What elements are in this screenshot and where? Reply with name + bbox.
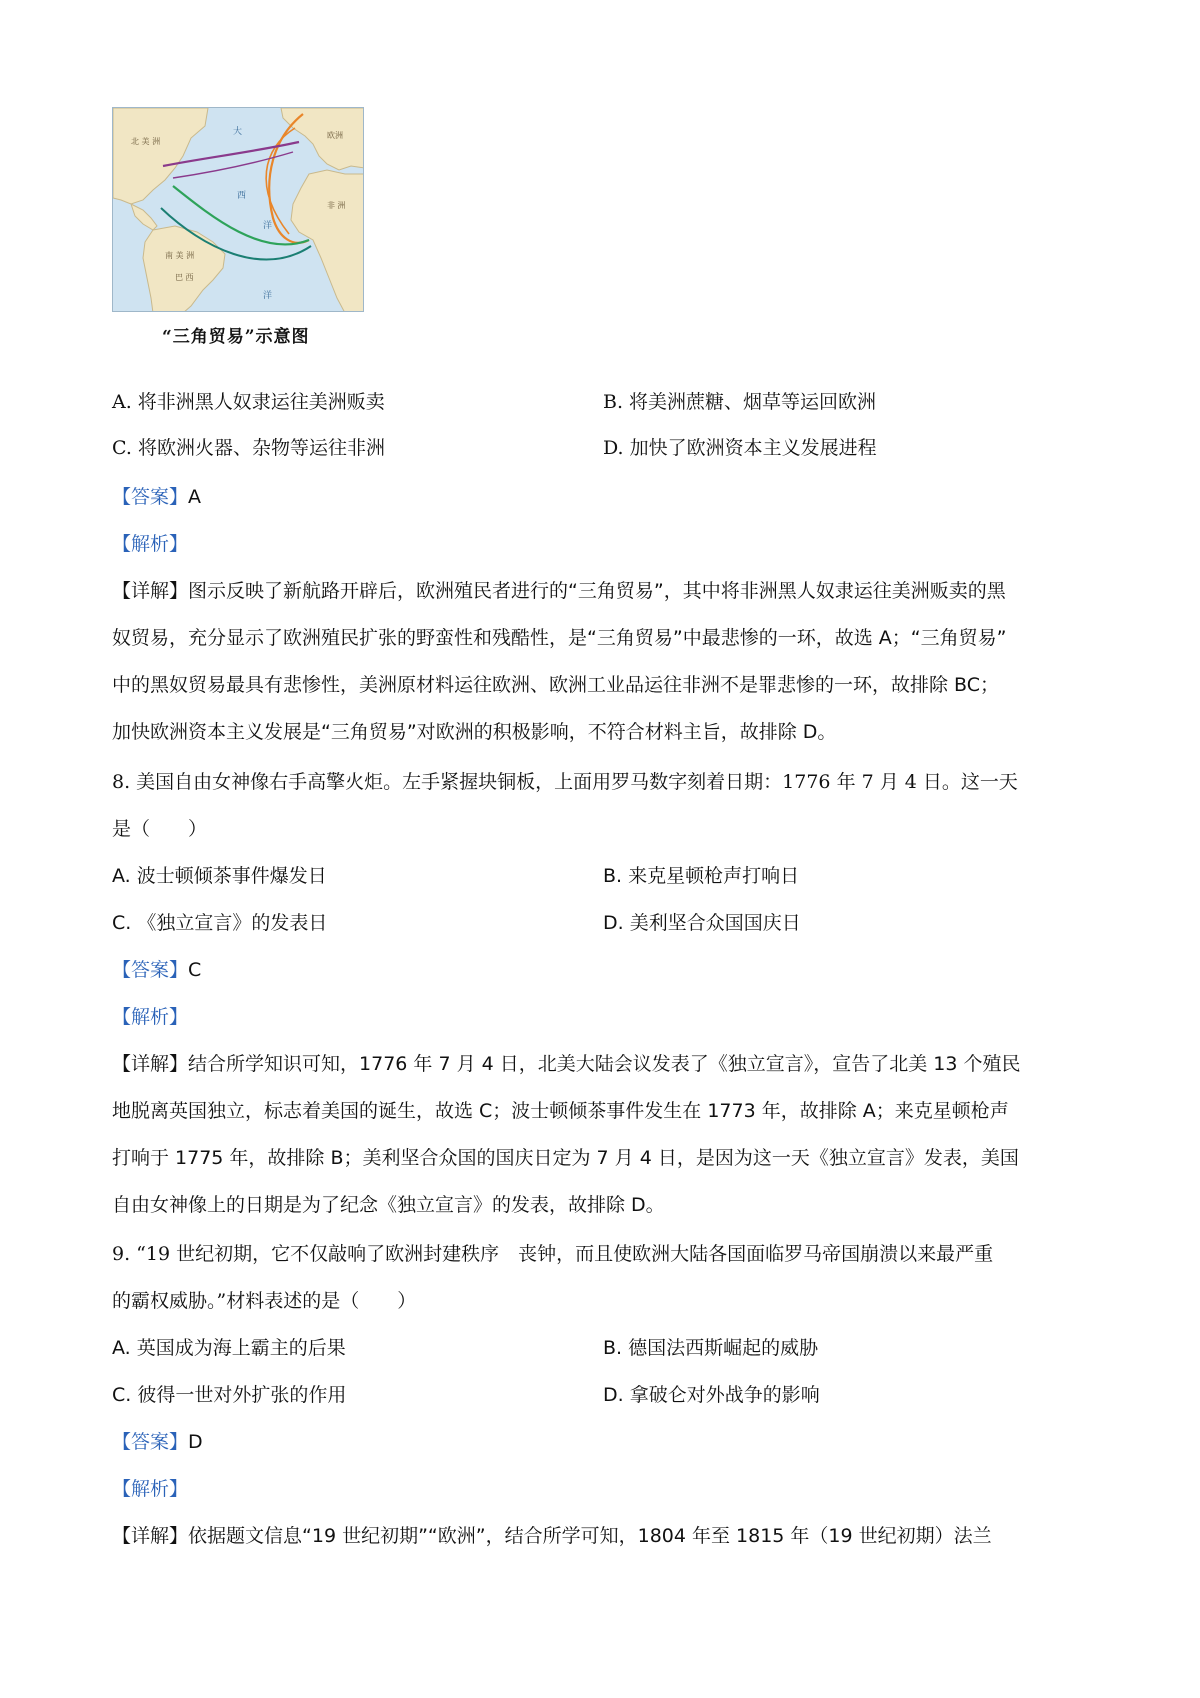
label-europe: 欧洲 (327, 131, 343, 140)
label-brazil: 巴 西 (175, 273, 194, 282)
q9-detail (112, 1513, 1098, 1560)
q7-detail-line-1: 【详解】图示反映了新航路开辟后，欧洲殖民者进行的“三角贸易”，其中将非洲黑人奴隶运往美洲贩卖的黑 (112, 580, 1006, 602)
q8-detail-line-4: 自由女神像上的日期是为了纪念《独立宣言》的发表，故排除 D。 (112, 1194, 665, 1216)
q7-option-d: D. 加快了欧洲资本主义发展进程 (603, 437, 877, 459)
q8-answer-line (112, 958, 201, 982)
q9-stem-line-1: 9. “19 世纪初期，它不仅敲响了欧洲封建秩序 丧钟，而且使欧洲大陆各国面临罗马帝国崩溃以来最严重 (112, 1243, 994, 1265)
q8-option-d: D. 美利坚合众国国庆日 (603, 912, 801, 934)
q7-detail-line-2: 奴贸易，充分显示了欧洲殖民扩张的野蛮性和残酷性，是“三角贸易”中最悲惨的一环，故选 A；“三角贸易” (112, 627, 1007, 649)
label-atlantic-1: 大 (233, 127, 243, 137)
q9-answer-tag: 【答案】 (112, 1431, 189, 1453)
q7-option-c: C. 将欧洲火器、杂物等运往非洲 (112, 437, 385, 459)
q8-stem-line-1: 8. 美国自由女神像右手高擎火炬。左手紧握块铜板，上面用罗马数字刻着日期：1776 年 7 月 4 日。这一天 (112, 771, 1018, 793)
label-south-america: 南 美 洲 (165, 251, 195, 260)
q8-option-a: A. 波士顿倾茶事件爆发日 (112, 865, 327, 887)
q9-detail-line-1: 【详解】依据题文信息“19 世纪初期”“欧洲”，结合所学可知，1804 年至 1815 年（19 世纪初期）法兰 (112, 1525, 992, 1547)
q7-option-a: A. 将非洲黑人奴隶运往美洲贩卖 (112, 391, 385, 413)
q9-answer-value: D (188, 1431, 203, 1453)
q7-detail (112, 568, 1098, 756)
q7-answer-line (112, 485, 201, 509)
q8-option-b: B. 来克星顿枪声打响日 (603, 865, 800, 887)
q9-analysis-tag: 【解析】 (112, 1478, 189, 1500)
q7-answer-tag: 【答案】 (112, 486, 189, 508)
q8-option-c: C. 《独立宣言》的发表日 (112, 912, 328, 934)
label-north-america: 北 美 洲 (131, 137, 161, 146)
q9-option-a: A. 英国成为海上霸主的后果 (112, 1337, 346, 1359)
label-atlantic-2: 西 (237, 191, 247, 201)
q7-analysis-tag: 【解析】 (112, 533, 189, 555)
q8-detail-line-3: 打响于 1775 年，故排除 B；美利坚合众国的国庆日定为 7 月 4 日，是因为这一天《独立宣言》发表，美国 (112, 1147, 1019, 1169)
q8-answer-value: C (188, 959, 202, 981)
q7-detail-line-3: 中的黑奴贸易最具有悲惨性，美洲原材料运往欧洲、欧洲工业品运往非洲不是罪悲惨的一环，故排除 BC； (112, 674, 1000, 696)
q9-detail-tag: 【详解】 (112, 1525, 189, 1547)
figure-caption: “三角贸易”示意图 (162, 327, 310, 347)
triangle-trade-figure (112, 107, 364, 347)
q7-detail-tag: 【详解】 (112, 580, 189, 602)
q8-detail-tag: 【详解】 (112, 1053, 189, 1075)
map-graphic (113, 108, 364, 312)
q8-answer-tag: 【答案】 (112, 959, 189, 981)
q9-option-d: D. 拿破仑对外战争的影响 (603, 1384, 820, 1406)
q8-analysis-tag: 【解析】 (112, 1006, 189, 1028)
q7-option-b: B. 将美洲蔗糖、烟草等运回欧洲 (603, 391, 877, 413)
triangle-trade-map (112, 107, 364, 312)
q7-answer-value: A (188, 486, 202, 508)
label-africa: 非 洲 (327, 201, 346, 210)
q9-option-b: B. 德国法西斯崛起的威胁 (603, 1337, 819, 1359)
q8-detail (112, 1041, 1098, 1229)
q7-detail-line-4: 加快欧洲资本主义发展是“三角贸易”对欧洲的积极影响，不符合材料主旨，故排除 D。 (112, 721, 837, 743)
q9-stem-line-2: 的霸权威胁。”材料表述的是（ ） (112, 1290, 417, 1312)
q9-answer-line (112, 1430, 203, 1454)
label-ocean-bottom: 洋 (263, 291, 273, 301)
q8-detail-line-1: 【详解】结合所学知识可知，1776 年 7 月 4 日，北美大陆会议发表了《独立宣言》，宣告了北美 13 个殖民 (112, 1053, 1021, 1075)
label-atlantic-3: 洋 (263, 221, 273, 231)
q8-detail-line-2: 地脱离英国独立，标志着美国的诞生，故选 C；波士顿倾茶事件发生在 1773 年，故排除 A；来克星顿枪声 (112, 1100, 1009, 1122)
q9-option-c: C. 彼得一世对外扩张的作用 (112, 1384, 347, 1406)
q8-stem-line-2: 是（ ） (112, 818, 208, 840)
